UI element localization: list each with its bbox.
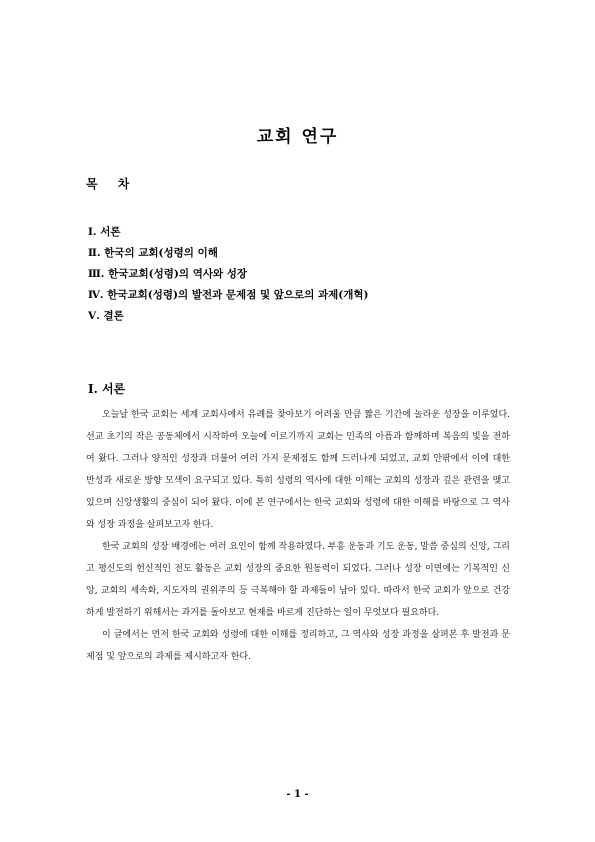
section-heading: Ⅰ. 서론	[88, 382, 126, 396]
toc-item-3[interactable]: Ⅲ. 한국교회(성령)의 역사와 성장	[88, 268, 248, 280]
section-body	[86, 404, 510, 668]
toc-item-1[interactable]: Ⅰ. 서론	[88, 226, 121, 238]
toc-item-4[interactable]: Ⅳ. 한국교회(성령)의 발전과 문제점 및 앞으로의 과제(개혁)	[88, 289, 369, 301]
paragraph: 오늘날 한국 교회는 세계 교회사에서 유례를 찾아보기 어려울 만큼 짧은 기간에 놀라운 성장을 이루었다. 선교 초기의 작은 공동체에서 시작하여 오늘에 이르기까지 교회는 민족의 아픔과 함께하며 복음의 빛을 전하여 왔다. 그러나 양적인 성장과 더불어 여러 가지 문제점도 함께 드러나게 되었고, 교회 안팎에서 이에 대한 반성과 새로운 방향 모색이 요구되고 있다. 특히 성령의 역사에 대한 이해는 교회의 성장과 깊은 관련을 맺고 있으며 신앙생활의 중심이 되어 왔다. 이에 본 연구에서는 한국 교회와 성령에 대한 이해를 바탕으로 그 역사와 성장 과정을 살펴보고자 한다.	[86, 410, 510, 530]
toc-item-2[interactable]: Ⅱ. 한국의 교회(성령의 이해	[88, 247, 218, 259]
toc-heading: 목 차	[86, 177, 138, 191]
page-number: - 1 -	[286, 789, 309, 800]
paragraph: 이 글에서는 먼저 한국 교회와 성령에 대한 이해를 정리하고, 그 역사와 성장 과정을 살펴본 후 발전과 문제점 및 앞으로의 과제를 제시하고자 한다.	[86, 630, 510, 662]
toc-item-5[interactable]: Ⅴ. 결론	[88, 310, 124, 322]
table-of-contents	[88, 222, 369, 327]
paragraph: 한국 교회의 성장 배경에는 여러 요인이 함께 작용하였다. 부흥 운동과 기도 운동, 말씀 중심의 신앙, 그리고 평신도의 헌신적인 전도 활동은 교회 성장의 중요한 원동력이 되었다. 그러나 성장 이면에는 기복적인 신앙, 교회의 세속화, 지도자의 권위주의 등 극복해야 할 과제들이 남아 있다. 따라서 한국 교회가 앞으로 건강하게 발전하기 위해서는 과거를 돌아보고 현재를 바르게 진단하는 일이 무엇보다 필요하다.	[86, 542, 510, 618]
document-title: 교회 연구	[256, 127, 339, 147]
